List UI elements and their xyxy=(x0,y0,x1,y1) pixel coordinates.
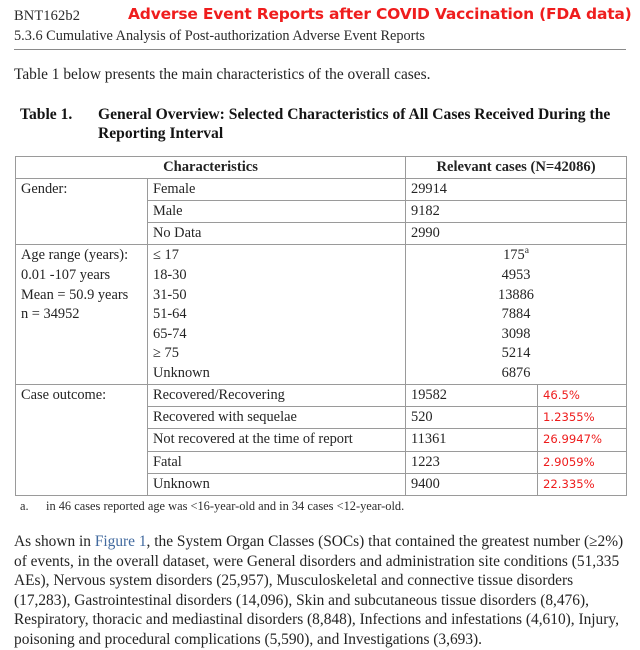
footnote-label: a. xyxy=(20,498,29,513)
table-caption-label: Table 1. xyxy=(20,105,73,123)
row-percent: 2.9059% xyxy=(538,451,627,473)
row-label: Recovered/Recovering xyxy=(148,385,406,407)
row-label: 31-50 xyxy=(153,286,187,303)
row-percent: 26.9947% xyxy=(538,429,627,451)
closing-text-before: As shown in xyxy=(14,532,95,550)
row-count: 6876 xyxy=(501,364,531,381)
row-percent: 46.5% xyxy=(538,385,627,407)
row-label: Recovered with sequelae xyxy=(148,407,406,429)
row-count: 1223 xyxy=(406,451,538,473)
row-count xyxy=(411,246,621,266)
row-count: 29914 xyxy=(406,179,627,201)
age-bracket-labels xyxy=(148,245,406,385)
row-percent: 1.2355% xyxy=(538,407,627,429)
table-body xyxy=(16,179,627,496)
row-label: Female xyxy=(148,179,406,201)
table-header xyxy=(16,157,627,179)
row-count: 5214 xyxy=(501,345,531,362)
banner-title: Adverse Event Reports after COVID Vaccination (FDA data) xyxy=(128,5,632,23)
row-count: 3098 xyxy=(501,325,531,342)
overview-table xyxy=(15,156,627,496)
row-count: 2990 xyxy=(406,223,627,245)
figure-1-link[interactable]: Figure 1 xyxy=(94,532,147,550)
row-percent: 22.335% xyxy=(538,473,627,495)
row-label: No Data xyxy=(148,223,406,245)
footnote-marker: a xyxy=(524,246,529,257)
age-group-line: n = 34952 xyxy=(21,306,80,323)
row-label: Not recovered at the time of report xyxy=(148,429,406,451)
overview-table-wrapper xyxy=(15,156,626,496)
column-header-characteristics: Characteristics xyxy=(16,157,406,179)
header-divider xyxy=(14,49,626,50)
age-bracket-counts xyxy=(406,245,627,385)
age-group-line: Mean = 50.9 years xyxy=(21,286,129,303)
row-label: 65-74 xyxy=(153,325,187,342)
document-code: BNT162b2 xyxy=(14,8,81,24)
row-count: 9182 xyxy=(406,201,627,223)
table-header-row xyxy=(16,157,627,179)
row-count: 11361 xyxy=(406,429,538,451)
group-label-gender: Gender: xyxy=(16,179,148,245)
table-footnote xyxy=(20,499,626,514)
table-row xyxy=(16,179,627,201)
row-label: ≥ 75 xyxy=(153,345,179,362)
table-caption xyxy=(20,105,624,144)
group-label-age-range xyxy=(16,245,148,385)
row-count: 7884 xyxy=(501,306,531,323)
footnote-text: in 46 cases reported age was <16-year-old and in 34 cases <12-year-old. xyxy=(46,498,405,513)
age-group-line: Age range (years): xyxy=(21,247,129,264)
closing-text-after: , the System Organ Classes (SOCs) that contained the greatest number (≥2%) of events, in the overall dataset, were General disorders and administration site conditions (51,335 AEs), Nervous system disorders (25,957), Musculoskeletal and connective tissue disorders (17,283), Gastrointestinal disorders (14,096), Skin and subcutaneous tissue disorders (8,476), Respiratory, thoracic and mediastinal disorders (8,848), Infections and infestations (4,610), Injury, poisoning and procedural complications (5,590), and Investigations (3,693). xyxy=(14,532,624,649)
closing-paragraph xyxy=(14,532,626,650)
row-label: 18-30 xyxy=(153,266,187,283)
row-count: 520 xyxy=(406,407,538,429)
row-count: 9400 xyxy=(406,473,538,495)
group-label-case-outcome: Case outcome: xyxy=(16,385,148,496)
row-label: Unknown xyxy=(153,364,210,381)
table-row xyxy=(16,385,627,407)
table-caption-text: General Overview: Selected Characteristics of All Cases Received During the Reporting Interval xyxy=(98,105,611,143)
row-count-value: 175 xyxy=(503,247,525,264)
table-row xyxy=(16,245,627,385)
intro-paragraph: Table 1 below presents the main characteristics of the overall cases. xyxy=(14,66,431,83)
row-label: Fatal xyxy=(148,451,406,473)
document-section-line: 5.3.6 Cumulative Analysis of Post-authorization Adverse Event Reports xyxy=(14,28,425,44)
row-label: 51-64 xyxy=(153,306,187,323)
row-label: ≤ 17 xyxy=(153,247,179,264)
row-label: Male xyxy=(148,201,406,223)
age-group-line: 0.01 -107 years xyxy=(21,266,111,283)
row-count: 19582 xyxy=(406,385,538,407)
column-header-relevant-cases: Relevant cases (N=42086) xyxy=(406,157,627,179)
row-label: Unknown xyxy=(148,473,406,495)
row-count: 13886 xyxy=(498,286,534,303)
page-header xyxy=(0,0,640,44)
row-count: 4953 xyxy=(501,266,531,283)
